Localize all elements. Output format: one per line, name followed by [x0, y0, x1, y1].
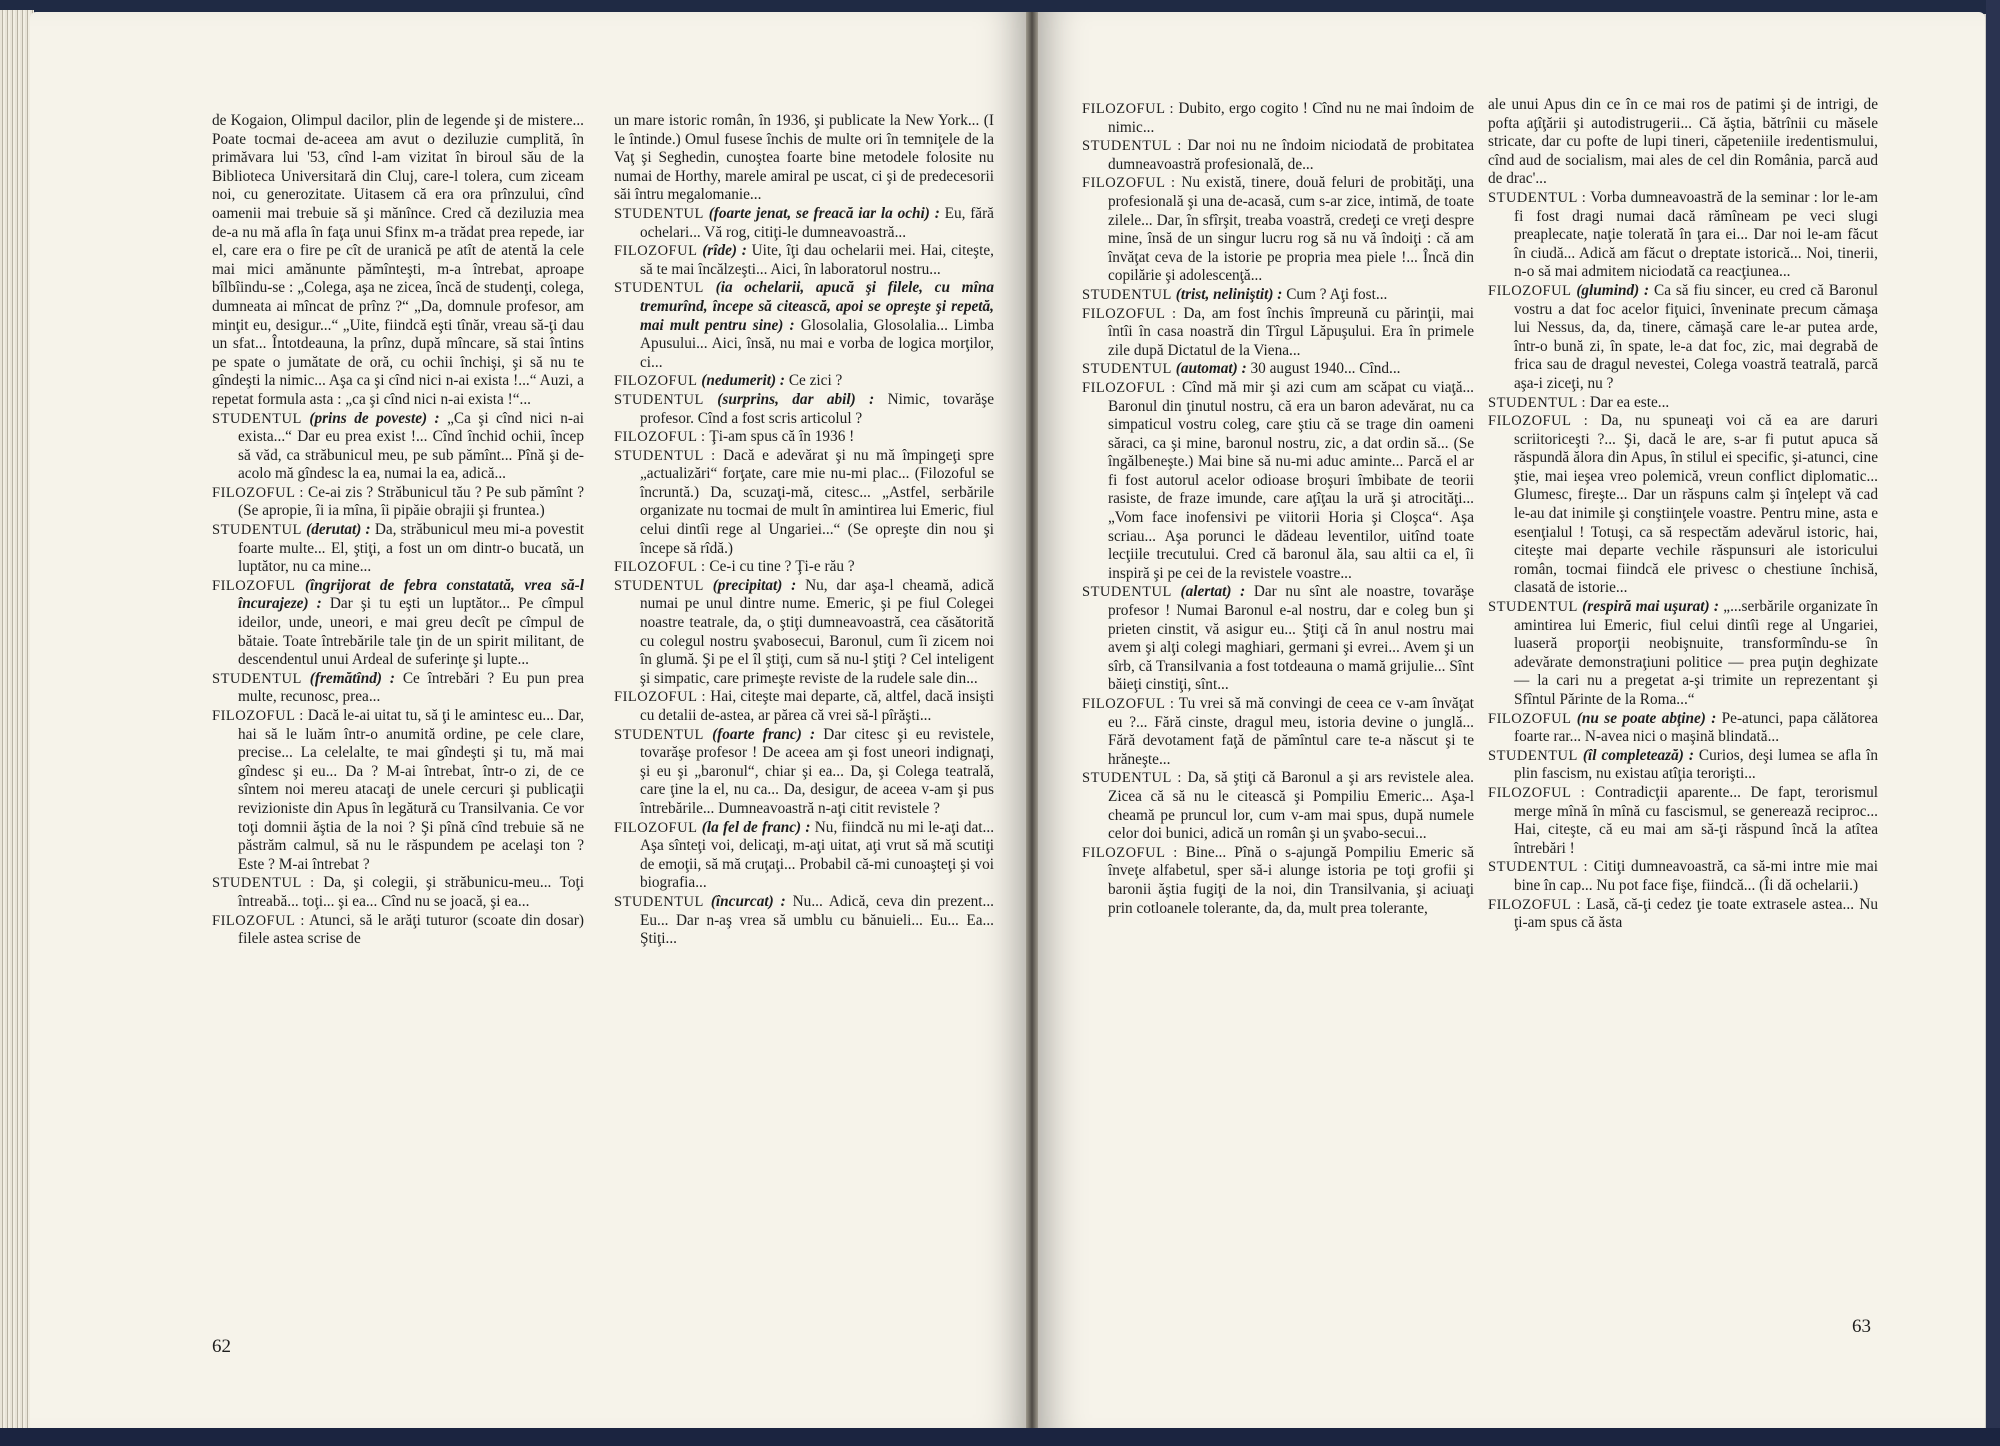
- paragraph: [212, 521, 584, 577]
- dialogue-text: ale unui Apus din ce în ce mai ros de patimi şi de intrigi, de pofta aţîţării şi autodistrugerii... Că ăştia, bătrînii cu măsele stricate, dar cu pofte de lupi tineri, căpeteniile iredentismului, cînd aud de socialism, mai ales de cel din România, parcă aud de drac'...: [1488, 96, 1878, 188]
- paragraph: [1488, 189, 1878, 282]
- speaker-name: STUDENTUL: [1082, 361, 1172, 378]
- stage-direction: (foarte franc) :: [712, 725, 816, 743]
- paragraph: [212, 112, 584, 410]
- dialogue-text: Atunci, să le arăţi tuturor (scoate din dosar) filele astea scrise de: [238, 911, 584, 948]
- dialogue-text: Dar noi nu ne îndoim niciodată de probitatea dumneavoastră profesională, de...: [1108, 137, 1474, 173]
- paragraph: [212, 577, 584, 670]
- paragraph: [1082, 137, 1474, 174]
- paragraph: [212, 410, 584, 484]
- speaker-name: STUDENTUL: [614, 391, 704, 408]
- paragraph: [1082, 583, 1474, 695]
- speaker-name: STUDENTUL :: [1082, 138, 1182, 155]
- paragraph: [1082, 844, 1474, 918]
- stage-direction: (surprins, dar abil) :: [717, 390, 875, 408]
- speaker-name: FILOZOFUL :: [212, 484, 304, 501]
- paragraph: [614, 558, 994, 577]
- paragraph: [614, 205, 994, 242]
- speaker-name: FILOZOFUL: [614, 373, 698, 390]
- dialogue-text: Ca să fiu sincer, eu cred că Baronul vostru a dat foc acelor fiţuici, înveninate precum cămaşa lui Nessus, da, da, tinere, cămaşă care le-ar putea arde, într-o bună zi, în spate, le-a dat foc, zic, mai degrabă de frica sau de dragul nevestei, Colega voastră teatrală, parcă aşa-i ziceţi, nu ?: [1514, 281, 1879, 392]
- paragraph: [1082, 769, 1474, 843]
- dialogue-text: Nu... Adică, ceva din prezent... Eu... Dar n-aş vrea să umblu cu bănuieli... Eu... Ea... Ştiţi...: [640, 892, 994, 948]
- stage-direction: (nedumerit) :: [701, 372, 785, 390]
- speaker-name: FILOZOFUL: [1488, 710, 1572, 727]
- cover-edge-bottom: [0, 1428, 2000, 1446]
- speaker-name: FILOZOFUL :: [1082, 101, 1175, 117]
- dialogue-text: Da, şi colegii, şi străbunicu-meu... Toţi întreabă... toţi... şi ea... Cînd nu se joacă, şi ea...: [238, 874, 585, 910]
- stage-direction: (rîde) :: [702, 242, 747, 260]
- speaker-name: STUDENTUL :: [614, 447, 716, 464]
- speaker-name: STUDENTUL :: [212, 875, 315, 892]
- paragraph: [1082, 379, 1474, 584]
- speaker-name: STUDENTUL: [212, 670, 302, 687]
- dialogue-text: Nu, fiindcă nu mi le-aţi dat... Aşa sînteţi voi, delicaţi, m-aţi uitat, aţi vrut să mă scutiţi de emoţii, să mă cruţaţi... Probabil că-mi cunoaşteţi şi voi biografia...: [640, 818, 995, 892]
- dialogue-text: Ce-i cu tine ? Ţi-e rău ?: [709, 558, 855, 576]
- speaker-name: FILOZOFUL: [614, 819, 698, 836]
- dialogue-text: Ce întrebări ? Eu pun prea multe, recunosc, prea...: [238, 669, 584, 706]
- dialogue-text: Nimic, tovarăşe profesor. Cînd a fost scris articolul ?: [640, 390, 994, 427]
- speaker-name: STUDENTUL :: [1082, 770, 1182, 787]
- dialogue-text: Contradicţii aparente... De fapt, terorismul merge mînă în mînă cu fascismul, se generează reciproc... Hai, citeşte, că eu mai am să-ţi răspund încă la atîtea întrebări !: [1514, 783, 1879, 857]
- paragraph: [1082, 305, 1474, 361]
- stage-direction: (glumind) :: [1576, 281, 1650, 299]
- speaker-name: FILOZOFUL :: [1488, 413, 1589, 430]
- paragraph: [614, 577, 994, 689]
- speaker-name: FILOZOFUL: [1488, 282, 1572, 299]
- speaker-name: STUDENTUL: [614, 893, 704, 910]
- right-page-number: 63: [1852, 1316, 1871, 1337]
- speaker-name: FILOZOFUL :: [1488, 896, 1582, 913]
- speaker-name: FILOZOFUL :: [1082, 175, 1176, 192]
- right-page-column-1: [1082, 100, 1474, 918]
- speaker-name: STUDENTUL: [1488, 599, 1578, 616]
- speaker-name: FILOZOFUL: [212, 577, 296, 594]
- dialogue-text: Cînd mă mir şi azi cum am scăpat cu viaţă... Baronul din ţinutul nostru, că era un baron adevărat, nu ca simpaticul vostru coleg, care ştiu că se trage din oameni săraci, ca şi mine, baronul nostru, zic, a dat ordin să... (Se îngălbeneşte.) Mai bine să nu-mi aduc aminte... Parcă el ar fi fost autorul acelor odioase broşuri îmbibate de teorii rasiste, de fraze imunde, care aţîţau la ură şi atrocităţi... „Vom face inofensivi pe viitorii Horia şi Cloşca“. Aşa scriau... Aşa porunci le dădeau leventilor, uitînd toate lecţiile trecutului. Cred că baronul ăla, sau altii ca el, îi inspiră şi pe cei de la revistele voastre...: [1108, 378, 1474, 582]
- paragraph: [1082, 360, 1474, 379]
- dialogue-text: Ce zici ?: [788, 372, 843, 390]
- dialogue-text: Da, am fost închis împreună cu părinţii, mai întîi în casa noastră din Tîrgul Lăpuşului. Era în primele zile după Dictatul de la Viena...: [1108, 304, 1474, 359]
- stage-direction: (fremătînd) :: [309, 669, 395, 687]
- dialogue-text: Dar şi tu eşti un luptător... Pe cîmpul ideilor, unde, uneori, e mai greu decît pe cîmpul de bătaie. Toate întrebările tale ţin de un spirit militant, de descendentul unui Ardeal de suferinţe şi lupte...: [238, 595, 584, 669]
- speaker-name: STUDENTUL: [1082, 584, 1172, 601]
- dialogue-text: Curios, deşi lumea se afla în plin fascism, nu existau atîţia terorişti...: [1514, 746, 1879, 783]
- paragraph: [1082, 174, 1474, 286]
- stage-direction: (îngrijorat de febra constatată, vrea să-l încurajeze) :: [238, 576, 584, 613]
- stage-direction: (prins de poveste) :: [309, 409, 440, 427]
- dialogue-text: 30 august 1940... Cînd...: [1250, 360, 1401, 378]
- stage-direction: (ia ochelarii, apucă şi filele, cu mîna tremurînd, începe să citească, apoi se opreşte şi repetă, mai mult pentru sine) :: [640, 279, 994, 334]
- dialogue-text: Da, străbunicul meu mi-a povestit foarte multe... El, ştiţi, a fost un om dintr-o bucată, un luptător, nu ca mine...: [238, 521, 585, 576]
- dialogue-text: Dar ea este...: [1589, 393, 1670, 411]
- left-page-column-1: [212, 112, 584, 949]
- stage-direction: (derutat) :: [306, 521, 371, 539]
- speaker-name: FILOZOFUL :: [1082, 379, 1176, 396]
- dialogue-text: „Ca şi cînd nici n-ai exista...“ Dar eu prea exist !... Cînd închid ochii, încep să văd, ca străbunicul meu, pe sub pămînt... Pînă şi de-acolo mă gîndesc la ea, numai la ea, adică...: [238, 409, 585, 483]
- speaker-name: STUDENTUL: [1488, 747, 1578, 764]
- dialogue-text: Citiţi dumneavoastră, ca să-mi intre mie mai bine în cap... Nu pot face fişe, fiindcă... (Îi dă ochelarii.): [1514, 858, 1878, 894]
- dialogue-text: Eu, fără ochelari... Vă rog, citiţi-le dumneavoastră...: [640, 204, 994, 241]
- speaker-name: FILOZOFUL :: [1082, 844, 1178, 861]
- stage-direction: (respiră mai uşurat) :: [1582, 598, 1720, 616]
- dialogue-text: Dacă e adevărat şi nu mă împingeţi spre „actualizări“ forţate, care mie nu-mi plac... (Filozoful se încruntă.) Da, scuzaţi-mă, citesc... „Astfel, serbările organizate nu tocmai de mult în amintirea lui Emeric, fiul celui dintîi rege al Ungariei...“ (Se opreşte din nou şi începe să rîdă.): [640, 446, 994, 557]
- left-page-column-2: [614, 112, 994, 949]
- paragraph: [1082, 286, 1474, 305]
- dialogue-text: de Kogaion, Olimpul dacilor, plin de legende şi de mistere... Poate tocmai de-aceea am avut o deziluzie cumplită, în primăvara lui '53, cînd l-am vizitat în biroul său de la Biblioteca Universitară din Cluj, care-l tolera, cum ziceam noi, cu generozitate. Uitasem că era ora prînzului, cînd oamenii mai trebuie să şi mănînce. Cred că deziluzia mea de-a nu mă afla în faţa unui Sfinx m-a trădat prea repede, iar el, care era o fire pe cît de uranică pe atît de atentă la cele mai mici amănunte pămînteşti, m-a întrebat, aproape bîlbîindu-se : „Colega, aşa ne zicea, încă de studenţi, colega, dumneata ai mîncat de prînz ?“ „Da, domnule profesor, am minţit eu, desigur...“ „Uite, fiindcă eşti tînăr, vreau să-ţi dau un sfat... Întotdeauna, la prînz, după mîncare, să stai întins pe spate o jumătate de oră, cu ochii închişi, şi să nu te gîndeşti la nimic... Aşa ca şi cînd nici n-ai exista !...“ Auzi, a repetat formula asta : „ca şi cînd nici n-ai exista !“...: [212, 112, 584, 408]
- speaker-name: STUDENTUL: [614, 205, 704, 222]
- paragraph: [614, 447, 994, 559]
- speaker-name: FILOZOFUL :: [614, 429, 706, 446]
- stage-direction: (nu se poate abţine) :: [1576, 709, 1717, 727]
- stage-direction: (automat) :: [1175, 360, 1247, 378]
- dialogue-text: Bine... Pînă o s-ajungă Pompiliu Emeric să înveţe alfabetul, sper să-i alunge istoria pe toţi grofii şi baronii ăştia fugiţi de la noi, din Transilvania, şi aciuaţi prin cotloanele tolerante, da, da, mult prea tolerante,: [1108, 843, 1474, 917]
- speaker-name: FILOZOFUL :: [1082, 696, 1175, 712]
- paragraph: [614, 112, 994, 205]
- paragraph: [614, 428, 994, 447]
- speaker-name: STUDENTUL :: [1488, 859, 1588, 876]
- dialogue-text: Pe-atunci, papa călătorea foarte rar... N-avea nici o maşină blindată...: [1514, 709, 1878, 746]
- dialogue-text: Nu, dar aşa-l cheamă, adică numai pe unul dintre nume. Emeric, şi pe fiul Colegei noastre teatrale, da, o ştiţi dumneavoastră, cea căsătorită cu colegul nostru şvabosecui, Baronul, cum îi zicem noi în glumă. Şi pe el îl ştiţi, cum să nu-l ştiţi ? Cel inteligent şi simpatic, care primeşte reviste de la rudele sale din...: [640, 576, 995, 687]
- dialogue-text: Hai, citeşte mai departe, că, altfel, dacă insişti cu detalii de-astea, ar părea că vrei să-l pîrăşti...: [640, 688, 995, 724]
- page-block-edge: [0, 10, 34, 1430]
- stage-direction: (precipitat) :: [712, 576, 797, 594]
- right-page-column-2: [1488, 96, 1878, 933]
- speaker-name: FILOZOFUL :: [212, 708, 304, 724]
- paragraph: [212, 670, 584, 707]
- dialogue-text: Dar nu sînt ale noastre, tovarăşe profesor ! Numai Baronul e-al nostru, dar e coleg bun şi prieten cinstit, vă asigur eu... Ştiţi că în anul nostru mai avem şi alţi colegi maghiari, germani şi evrei... Avem şi un sîrb, că Transilvania a fost totdeauna o mamă grijulie... Sînt băieţi cinstiţi, sînt...: [1108, 583, 1475, 694]
- paragraph: [1488, 710, 1878, 747]
- speaker-name: STUDENTUL: [614, 577, 704, 594]
- paragraph: [1488, 598, 1878, 710]
- dialogue-text: Tu vrei să mă convingi de ceea ce v-am învăţat eu ?... Fără cinste, dragul meu, istoria devine o junglă... Fără devotament faţă de pămîntul care te-a născut şi te hrăneşte...: [1108, 695, 1474, 768]
- cover-edge-right: [1986, 0, 2000, 1446]
- dialogue-text: Vorba dumneavoastră de la seminar : lor le-am fi fost dragi numai dacă rămîneam pe veci slugi preaplecate, naţie tolerată în ţara ei... Dar noi le-am făcut în ciudă... Adică am făcut o dreptate istorică... Noi, tinerii, n-o să mai admitem niciodată ca reacţiunea...: [1514, 188, 1878, 281]
- dialogue-text: Nu există, tinere, două feluri de probităţi, una profesională şi una de-acasă, cum s-ar zice, intimă, de toate zilele... Dar, în sfîrşit, treaba voastră, credeţi ce vreţi despre mine, însă de un singur lucru rog să nu vă îndoiţi : că am învăţat ceva de la istorie pe propria mea piele !... Încă din copilărie şi adolescenţă...: [1108, 174, 1475, 285]
- paragraph: [614, 893, 994, 949]
- paragraph: [212, 874, 584, 911]
- speaker-name: FILOZOFUL :: [614, 689, 706, 706]
- speaker-name: FILOZOFUL: [614, 243, 698, 260]
- paragraph: [1488, 858, 1878, 895]
- speaker-name: FILOZOFUL :: [1488, 784, 1586, 801]
- dialogue-text: Glosolalia, Glosolalia... Limba Apusului... Aici, însă, nu mai e vorba de logica morţilor, ci...: [640, 316, 994, 371]
- paragraph: [614, 688, 994, 725]
- paragraph: [614, 391, 994, 428]
- stage-direction: (la fel de franc) :: [701, 818, 811, 836]
- paragraph: [614, 819, 994, 893]
- paragraph: [1488, 784, 1878, 858]
- dialogue-text: Dubito, ergo cogito ! Cînd nu ne mai îndoim de nimic...: [1108, 100, 1475, 136]
- paragraph: [1082, 695, 1474, 769]
- dialogue-text: Ţi-am spus că în 1936 !: [709, 428, 855, 446]
- left-page-number: 62: [212, 1336, 231, 1357]
- paragraph: [1488, 412, 1878, 598]
- paragraph: [212, 707, 584, 874]
- speaker-name: STUDENTUL: [614, 280, 704, 297]
- paragraph: [1488, 282, 1878, 394]
- speaker-name: STUDENTUL: [614, 726, 704, 743]
- speaker-name: STUDENTUL: [1082, 286, 1172, 303]
- stage-direction: (încurcat) :: [710, 892, 786, 910]
- dialogue-text: Da, nu spuneaţi voi că ea are daruri scriitoriceşti ?... Şi, dacă le are, s-ar fi putut apuca să răspundă ălora din Apus, în stilul ei specific, şi-atunci, cine ştie, mai ieşea vreo polemică, vreun conflict diplomatic... Glumesc, fireşte... Dar un răspuns calm şi înţelept vă cad le-au dat inimile şi conştiinţele voastre. Pentru mine, asta e esenţialul ! Totuşi, ca să respectăm adevărul istoric, hai, citeşte mai departe vechile răspunsuri ale istoricului român, tocmai fiindcă ele privesc o chestiune închisă, clasată de istorie...: [1514, 412, 1879, 597]
- speaker-name: STUDENTUL: [212, 522, 302, 539]
- dialogue-text: Dacă le-ai uitat tu, să ţi le amintesc eu... Dar, hai să le luăm într-o anumită ordine, pe cele clare, precise... La celelalte, te mai gîndeşti şi tu, mă mai gîndesc şi eu... Da ? M-ai întrebat, într-o zi, de ce sîntem noi mereu atacaţi de unele cercuri şi publicaţii revizioniste din Apus în legătură cu Transilvania. Ce vor toţi domnii ăştia de la noi ? Şi pînă cînd trebuie să ne păstrăm calmul, să nu le răspundem pe acelaşi ton ? Este ? M-ai întrebat ?: [238, 707, 585, 873]
- paragraph: [1488, 896, 1878, 933]
- paragraph: [1488, 747, 1878, 784]
- speaker-name: STUDENTUL: [212, 410, 302, 427]
- dialogue-text: Dar citesc şi eu revistele, tovarăşe profesor ! De aceea am şi fost uneori indignaţi, şi eu şi „baronul“, chiar şi ea... Da, şi Colega teatrală, care ţine la el, nu ca... Da, desigur, de aceea v-am şi pus întrebările... Dumneavoastră n-aţi citit revistele ?: [640, 725, 995, 817]
- paragraph: [614, 242, 994, 279]
- paragraph: [1488, 394, 1878, 413]
- paragraph: [614, 726, 994, 819]
- dialogue-text: Uite, îţi dau ochelarii mei. Hai, citeşte, să te mai încălzeşti... Aici, în laboratorul nostru...: [640, 242, 995, 278]
- paragraph: [614, 372, 994, 391]
- dialogue-text: Ce-ai zis ? Străbunicul tău ? Pe sub pămînt ? (Se apropie, îi ia mîna, îi pipăie obrajii şi fruntea.): [238, 483, 584, 520]
- speaker-name: FILOZOFUL :: [614, 559, 706, 576]
- speaker-name: STUDENTUL :: [1488, 189, 1587, 206]
- paragraph: [614, 279, 994, 372]
- dialogue-text: „...serbările organizate în amintirea lui Emeric, fiul celui dintîi rege al Ungariei, luaseră proporţii neobişnuite, transformîndu-se în adevărate demonstraţiuni politice — prea puţin deghizate — la cari nu a pregetat a-şi trimite un reprezentant şi Sfîntul Părinte de la Roma...“: [1514, 598, 1879, 708]
- speaker-name: FILOZOFUL :: [1082, 305, 1177, 322]
- stage-direction: (alertat) :: [1180, 583, 1246, 601]
- paragraph: [212, 484, 584, 521]
- stage-direction: (trist, neliniştit) :: [1175, 285, 1283, 303]
- stage-direction: (îl completează) :: [1582, 746, 1694, 764]
- paragraph: [1488, 96, 1878, 189]
- speaker-name: FILOZOFUL :: [212, 912, 305, 929]
- paragraph: [212, 912, 584, 949]
- dialogue-text: un mare istoric român, în 1936, şi publicate la New York... (I le întinde.) Omul fusese închis de multe ori în temniţele de la Vaţ şi Seghedin, cunoştea foarte bine metodele folosite nu numai de Horthy, marele amiral pe uscat, ci şi de predecesorii săi întru megalomanie...: [614, 112, 994, 204]
- stage-direction: (foarte jenat, se freacă iar la ochi) :: [708, 204, 940, 222]
- dialogue-text: Lasă, că-ţi cedez ţie toate extrasele astea... Nu ţi-am spus că ăsta: [1514, 895, 1879, 932]
- dialogue-text: Da, să ştiţi că Baronul a şi ars revistele alea. Zicea că să nu le citească şi Pompiliu Emeric... Aşa-l cheamă pe pruncul lor, cum v-am mai spus, după numele celor doi bunici, adică un român şi un şvabo-secui...: [1108, 769, 1474, 843]
- dialogue-text: Cum ? Aţi fost...: [1286, 285, 1388, 303]
- paragraph: [1082, 100, 1474, 137]
- book-gutter: [1026, 12, 1038, 1432]
- speaker-name: STUDENTUL :: [1488, 394, 1586, 411]
